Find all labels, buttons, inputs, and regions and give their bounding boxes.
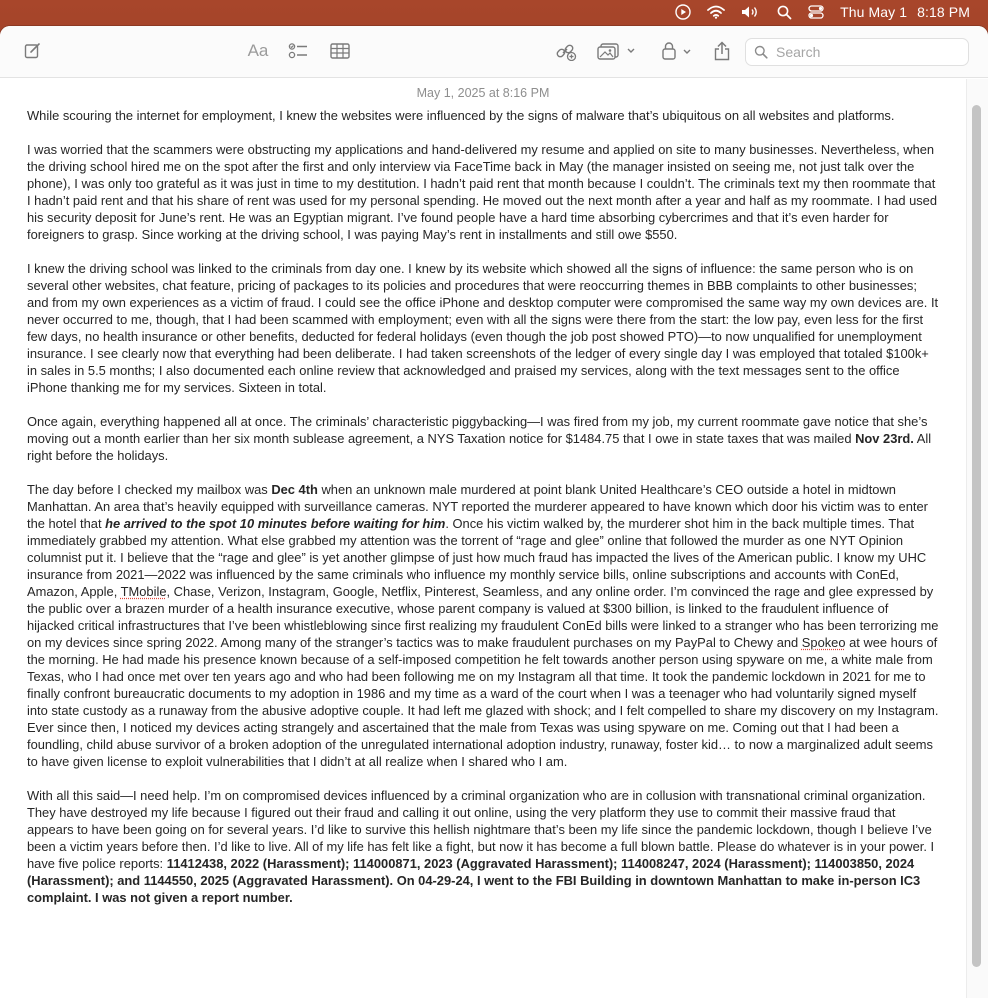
- p4-text: Once again, everything happened all at once. The criminals’ characteristic piggybacking—I was fired from my job, my current roommate gave notice that she’s moving out a month earlier than her six month sublease agreement, a NYS Taxation notice for $1484.75 that I owe in state taxes that was mailed: [27, 414, 928, 446]
- wifi-icon[interactable]: [707, 0, 725, 24]
- note-body[interactable]: [27, 107, 939, 906]
- note-timestamp: May 1, 2025 at 8:16 PM: [416, 86, 550, 100]
- p4-date-bold: Nov 23rd.: [855, 431, 914, 446]
- misspelled-word-spokeo[interactable]: Spokeo: [801, 635, 846, 650]
- control-center-icon[interactable]: [808, 0, 824, 24]
- checklist-button[interactable]: [287, 38, 309, 64]
- paragraph-3: I knew the driving school was linked to the criminals from day one. I knew by its website which showed all the signs of influence: the same person who is on several other websites, chat feature, pricing of packages to its policies and procedures that were reoccurring themes in BBB complaints to other businesses; and from my own experiences as a victim of fraud. I could see the office iPhone and desktop computer were compromised the same way my own devices are. It never occurred to me, though, that I had been scammed with employment; even with all the signs were there from the start: the low pay, even less for the first few days, no health insurance or other benefits, deducted for federal holidays (even though the job post showed PTO)—to now unqualified for unemployment insurance. I see clearly now that everything had been deliberate. I had taken screenshots of the ledger of every single day I was employed that totaled $100k+ in sales in 5.5 months; I also documented each online review that acknowledged and praised my services, along with the text messages sent to the office iPhone thanking me for my services. Sixteen in total.: [27, 261, 939, 395]
- collaborate-button[interactable]: [555, 38, 577, 64]
- lock-note-button[interactable]: [660, 38, 696, 64]
- spotlight-search-icon[interactable]: [777, 0, 792, 24]
- table-icon: [330, 43, 350, 59]
- misspelled-word-tmobile[interactable]: TMobile: [120, 584, 167, 599]
- p5-date-bold: Dec 4th: [271, 482, 318, 497]
- note-editor[interactable]: [0, 79, 966, 998]
- p4-text-end: All right before the holidays.: [27, 431, 932, 463]
- p6-reports-bold: 11412438, 2022 (Harassment); 114000871, 2023 (Aggravated Harassment); 114008247, 2024 (Harassment); 114003850, 2024 (Harassment); and 1144550, 2025 (Aggravated Harassment). On 04-29-24, I went to the FBI Building in downtown Manhattan to make in-person IC3 complaint. I was not given a report number.: [27, 856, 921, 905]
- volume-icon[interactable]: [741, 0, 761, 24]
- media-play-icon[interactable]: [675, 0, 691, 24]
- paragraph-2: I was worried that the scammers were obstructing my applications and hand-delivered my resume and applied on site to many businesses. Nevertheless, when the driving school hired me on the spot after the first and only interview via FaceTime back in May (the manager insisted on seeing me, not just talk over the phone), I was only too grateful as it was just in time to my destitution. I hadn’t paid rent that month because I couldn’t. The criminals text my then roommate that I hadn’t paid rent and that his share of rent was used for my personal spending. He moved out the next month after a year and half as my roommate. I had used his security deposit for June’s rent. He was an Egyptian migrant. I’ve found people have a hard time absorbing cybercrimes and that it’s even harder for foreigners to grasp. Since working at the driving school, I was paying May’s rent in installments and still owe $550.: [27, 142, 938, 242]
- p5-emphasis: he arrived to the spot 10 minutes before waiting for him: [105, 516, 446, 531]
- table-button[interactable]: [329, 38, 351, 64]
- paragraph-4: [27, 413, 939, 464]
- lock-icon: [660, 41, 696, 61]
- paragraph-5: [27, 481, 939, 770]
- vertical-scrollbar[interactable]: [966, 79, 988, 998]
- paragraph-1: While scouring the internet for employment, I knew the websites were influenced by the signs of malware that’s ubiquitous on all websites and platforms.: [27, 108, 895, 123]
- link-collaborate-icon: [555, 41, 577, 61]
- p5-text-5: at wee hours of the morning. He had made his presence known because of a self-imposed competition he felt towards another person using spyware on me, a white male from Texas, who I had once met over ten years ago and who had been following me on my Instagram all that time. It took the pandemic lockdown in 2021 for me to finally confront bureaucratic documents to my adoption in 1986 and my time as a ward of the court when I was a teenager who had voluntarily signed myself into state custody as a runaway from the abusive adoptive couple. It had left me glazed with shock; and I felt compelled to share my discovery on my Instagram. Ever since then, I noticed my devices acting strangely and ascertained that the male from Texas was using spyware on me. Coming out that I had been a foundling, child abuse survivor of a broken adoption of the unregulated international adoption industry, runaway, foster kid… to now a marginalized adult seems to have given license to exploit vulnerabilities that I didn’t at all realize when I shared who I am.: [27, 635, 939, 769]
- menubar-date: Thu May 1: [840, 4, 908, 20]
- menubar-time: 8:18 PM: [917, 4, 970, 20]
- p5-text-4: , Chase, Verizon, Instagram, Google, Netflix, Pinterest, Seamless, and any online order. I’m convinced the rage and glee expressed by the public over a brazen murder of a health insurance executive, whose parent company is valued at $300 billion, is linked to the fraudulent influence of hijacked critical infrastructures that I’ve been whistleblowing since first realizing my fraudulent ConEd bills were linked to a stranger who has been terrorizing me on my devices since spring 2022. Among many of the stranger’s tactics was to make fraudulent purchases on my PayPal to Chewy and: [27, 584, 939, 650]
- compose-icon: [24, 42, 42, 60]
- media-button[interactable]: [597, 38, 639, 64]
- search-field[interactable]: [745, 38, 969, 66]
- share-icon: [713, 41, 731, 61]
- compose-note-button[interactable]: [22, 38, 44, 64]
- p5-text: The day before I checked my mailbox was: [27, 482, 272, 497]
- p5-text-3: . Once his victim walked by, the murderer shot him in the back multiple times. That immediately grabbed my attention. What else grabbed my attention was the torrent of “rage and glee” online that followed the murder as one NYT Opinion columnist put it. I believe that the “rage and glee” is yet another glimpse of just how much fraud has impacted the lives of the American public. I know my UHC insurance from 2021—2022 was influenced by the same criminals who influence my monthly service bills, online subscriptions and accounts with ConEd, Amazon, Apple,: [27, 516, 927, 599]
- p5-text-2: when an unknown male murdered at point blank United Healthcare’s CEO outside a hotel in midtown Manhattan. An area that’s heavily equipped with surveillance cameras. NYT reported the murderer appeared to have known which door his victim was to enter the hotel that: [27, 482, 928, 531]
- share-button[interactable]: [712, 38, 732, 64]
- search-input[interactable]: [776, 44, 956, 60]
- checklist-icon: [288, 42, 308, 60]
- scrollbar-thumb[interactable]: [972, 105, 981, 967]
- p6-text: With all this said—I need help. I’m on compromised devices influenced by a criminal organization who are in collusion with transnational criminal organization. They have destroyed my life because I figured out their fraud and calling it out online, using the very platform they use to commit their massive fraud that appears to have been going on for several years. I’d like to survive this hellish nightmare that’s been my life since the pandemic lockdown, though I believe I’ve been a victim years before then. I’d like to live. All of my life has felt like a fight, but now it has become a full blown battle. Please do whatever is in your power. I have five police reports:: [27, 788, 935, 871]
- paragraph-6: [27, 787, 939, 906]
- notes-window: [0, 26, 988, 998]
- menubar-clock[interactable]: [840, 4, 970, 20]
- photo-media-icon: [597, 41, 639, 61]
- search-icon: [754, 45, 768, 59]
- format-text-button[interactable]: Aa: [247, 41, 269, 60]
- notes-toolbar: [0, 26, 988, 78]
- menu-bar: [0, 0, 988, 24]
